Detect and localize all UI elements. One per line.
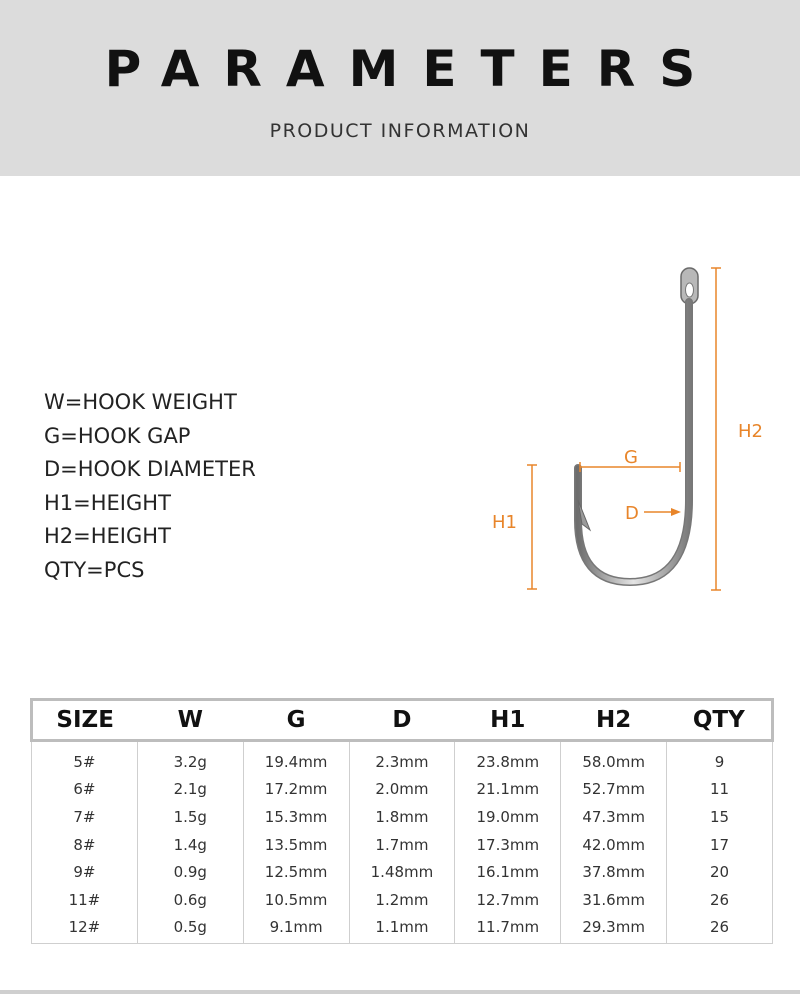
cell-h1: 23.8mm	[455, 741, 561, 776]
h2-dimension-line	[711, 268, 721, 590]
cell-w: 0.9g	[137, 858, 243, 886]
bottom-divider	[0, 990, 800, 994]
cell-w: 2.1g	[137, 776, 243, 804]
cell-size: 11#	[32, 886, 138, 914]
parameters-table	[30, 698, 774, 944]
cell-qty: 11	[667, 776, 773, 804]
legend-item-qty: QTY=PCS	[44, 557, 145, 582]
table-row	[32, 914, 773, 944]
h1-dimension-line	[527, 465, 537, 589]
legend-item-h2: H2=HEIGHT	[44, 524, 171, 549]
cell-h1: 16.1mm	[455, 858, 561, 886]
table-row	[32, 858, 773, 886]
parameter-legend	[44, 386, 256, 588]
cell-size: 5#	[32, 741, 138, 776]
cell-h1: 17.3mm	[455, 831, 561, 859]
table-header-row	[32, 700, 773, 741]
table-row	[32, 886, 773, 914]
cell-h1: 12.7mm	[455, 886, 561, 914]
legend-item-g: G=HOOK GAP	[44, 423, 191, 448]
cell-h2: 58.0mm	[561, 741, 667, 776]
cell-d: 1.48mm	[349, 858, 455, 886]
g-label: G	[624, 447, 638, 468]
cell-qty: 26	[667, 914, 773, 944]
h1-label: H1	[492, 512, 517, 533]
table-row	[32, 803, 773, 831]
page-title: PARAMETERS	[104, 40, 720, 98]
cell-g: 13.5mm	[243, 831, 349, 859]
table-row	[32, 831, 773, 859]
fish-hook-image	[578, 268, 698, 582]
column-header-d: D	[349, 700, 455, 741]
table-row	[32, 741, 773, 776]
cell-h1: 21.1mm	[455, 776, 561, 804]
h2-label: H2	[738, 421, 763, 442]
cell-w: 3.2g	[137, 741, 243, 776]
column-header-h1: H1	[455, 700, 561, 741]
cell-d: 1.2mm	[349, 886, 455, 914]
cell-g: 9.1mm	[243, 914, 349, 944]
cell-d: 1.1mm	[349, 914, 455, 944]
cell-qty: 9	[667, 741, 773, 776]
cell-size: 6#	[32, 776, 138, 804]
page-subtitle: PRODUCT INFORMATION	[269, 120, 531, 142]
header-banner	[0, 0, 800, 176]
cell-h1: 19.0mm	[455, 803, 561, 831]
cell-h2: 52.7mm	[561, 776, 667, 804]
d-arrow-icon	[644, 508, 681, 516]
cell-g: 15.3mm	[243, 803, 349, 831]
cell-size: 12#	[32, 914, 138, 944]
column-header-h2: H2	[561, 700, 667, 741]
cell-size: 7#	[32, 803, 138, 831]
legend-item-w: W=HOOK WEIGHT	[44, 390, 237, 414]
cell-h2: 37.8mm	[561, 858, 667, 886]
column-header-qty: QTY	[667, 700, 773, 741]
hook-dimension-diagram	[470, 255, 780, 605]
table-row	[32, 776, 773, 804]
cell-qty: 26	[667, 886, 773, 914]
cell-g: 12.5mm	[243, 858, 349, 886]
cell-h2: 29.3mm	[561, 914, 667, 944]
cell-qty: 20	[667, 858, 773, 886]
cell-w: 0.5g	[137, 914, 243, 944]
cell-w: 0.6g	[137, 886, 243, 914]
column-header-g: G	[243, 700, 349, 741]
cell-qty: 17	[667, 831, 773, 859]
cell-w: 1.4g	[137, 831, 243, 859]
cell-d: 1.7mm	[349, 831, 455, 859]
cell-g: 17.2mm	[243, 776, 349, 804]
cell-h2: 47.3mm	[561, 803, 667, 831]
cell-h2: 42.0mm	[561, 831, 667, 859]
legend-item-h1: H1=HEIGHT	[44, 490, 171, 515]
cell-w: 1.5g	[137, 803, 243, 831]
cell-size: 9#	[32, 858, 138, 886]
legend-item-d: D=HOOK DIAMETER	[44, 457, 256, 482]
cell-h1: 11.7mm	[455, 914, 561, 944]
cell-g: 19.4mm	[243, 741, 349, 776]
column-header-size: SIZE	[32, 700, 138, 741]
cell-qty: 15	[667, 803, 773, 831]
column-header-w: W	[137, 700, 243, 741]
cell-size: 8#	[32, 831, 138, 859]
cell-d: 2.3mm	[349, 741, 455, 776]
cell-d: 2.0mm	[349, 776, 455, 804]
d-label: D	[625, 503, 639, 524]
cell-d: 1.8mm	[349, 803, 455, 831]
cell-h2: 31.6mm	[561, 886, 667, 914]
cell-g: 10.5mm	[243, 886, 349, 914]
